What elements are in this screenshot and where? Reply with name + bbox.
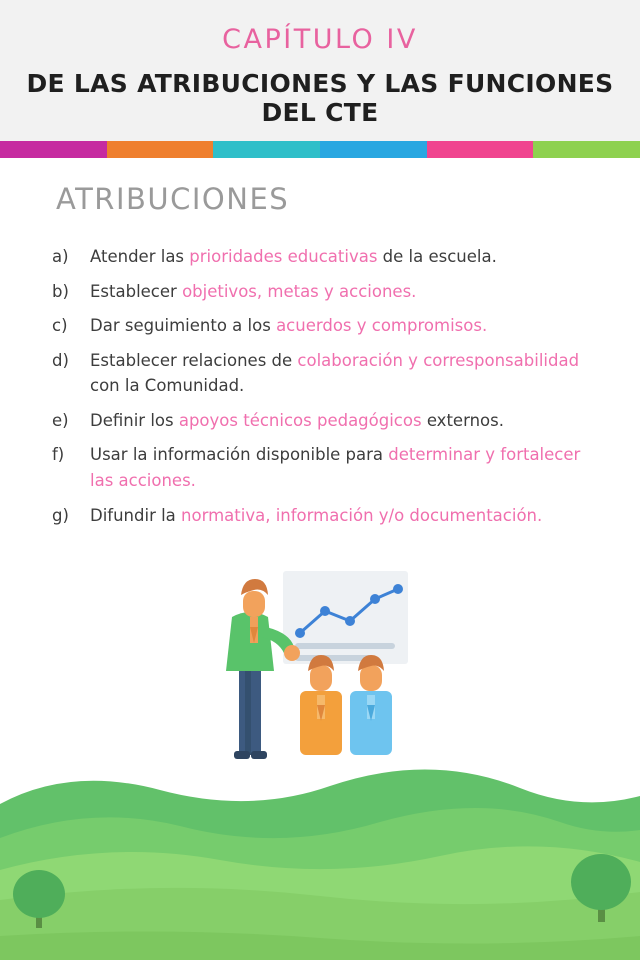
highlighted-text: acuerdos y compromisos. — [276, 316, 488, 336]
color-band-3 — [213, 141, 320, 158]
highlighted-text: prioridades educativas — [189, 247, 378, 266]
color-band-2 — [107, 141, 214, 158]
list-item-text — [90, 279, 600, 305]
list-item — [48, 313, 600, 339]
color-band-4 — [320, 141, 427, 158]
content-area — [0, 158, 640, 537]
chapter-label: CAPÍTULO IV — [222, 24, 418, 55]
list-item-marker: g) — [52, 505, 69, 525]
list-item-text — [90, 442, 600, 493]
page-title: DE LAS ATRIBUCIONES Y LAS FUNCIONES DEL CTE — [26, 69, 614, 127]
list-item — [48, 279, 600, 305]
landscape-footer — [0, 760, 640, 960]
plain-text: de la escuela. — [377, 247, 497, 266]
attributions-list — [0, 216, 640, 528]
list-item-marker: e) — [52, 410, 69, 430]
color-band-1 — [0, 141, 107, 158]
list-item-marker: b) — [52, 281, 69, 301]
list-item-text — [90, 408, 600, 434]
list-item-marker: f) — [52, 445, 65, 465]
list-item-marker: d) — [52, 350, 69, 370]
list-item — [48, 442, 600, 493]
plain-text: Difundir la — [90, 505, 182, 525]
highlighted-text: colaboración y corresponsabilidad — [297, 350, 580, 370]
list-item-marker: c) — [52, 316, 68, 336]
plain-text: Establecer — [90, 281, 183, 301]
color-band-6 — [533, 141, 640, 158]
highlighted-text: objetivos, metas y acciones. — [182, 281, 417, 301]
color-band-5 — [427, 141, 534, 158]
plain-text: Definir los — [90, 410, 179, 430]
highlighted-text: apoyos técnicos pedagógicos — [178, 410, 422, 430]
highlighted-text: determinar y fortalecer las acciones. — [90, 445, 581, 490]
section-title: ATRIBUCIONES — [56, 182, 290, 216]
plain-text: con la Comunidad. — [90, 376, 245, 396]
plain-text: Usar la información disponible para — [90, 445, 389, 465]
list-item — [48, 503, 600, 529]
list-item — [48, 348, 600, 399]
plain-text: Establecer relaciones de — [90, 350, 298, 370]
list-item — [48, 244, 600, 270]
header — [0, 0, 640, 141]
color-divider-bar — [0, 141, 640, 158]
list-item-text — [90, 503, 600, 529]
highlighted-text: normativa, información y/o documentación. — [181, 505, 543, 525]
list-item — [48, 408, 600, 434]
illustration-presenter — [0, 565, 640, 775]
plain-text: externos. — [421, 410, 504, 430]
plain-text: Atender las — [90, 247, 190, 266]
list-item-marker: a) — [52, 247, 69, 266]
list-item-text — [90, 348, 600, 399]
plain-text: Dar seguimiento a los — [90, 316, 277, 336]
list-item-text — [90, 313, 600, 339]
list-item-text — [90, 244, 600, 270]
